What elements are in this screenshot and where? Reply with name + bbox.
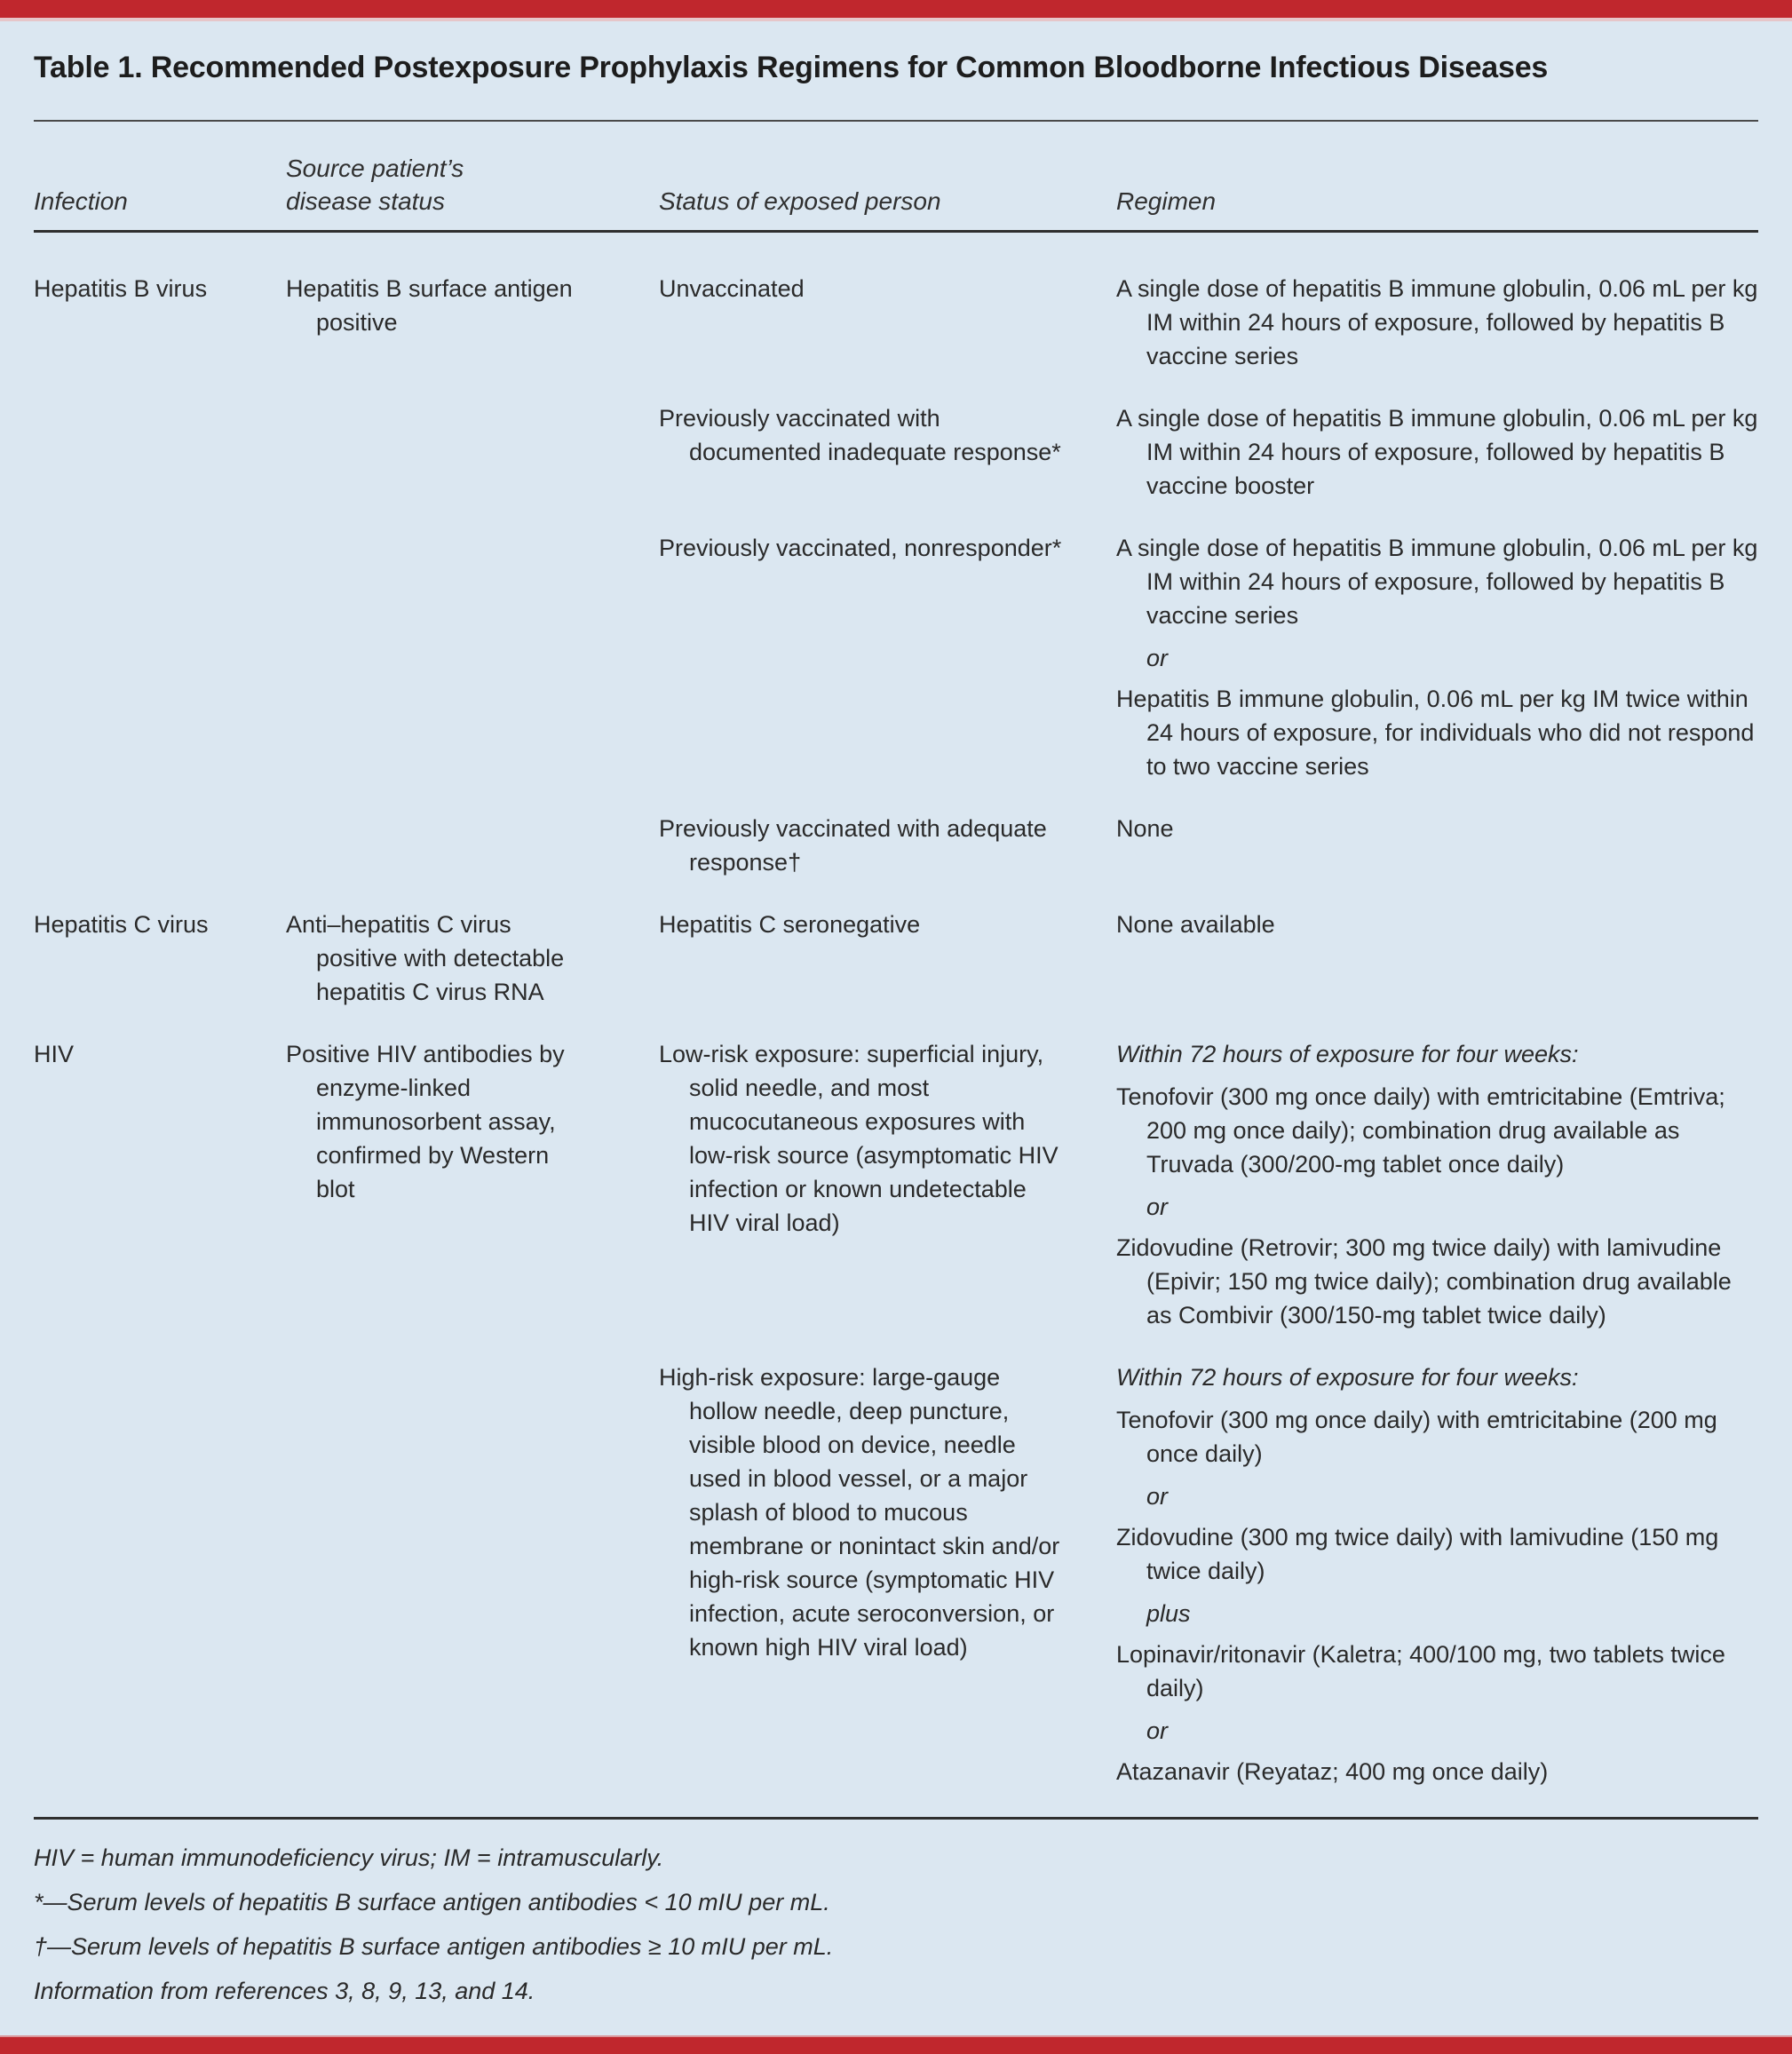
- regimen-cell: [1116, 812, 1758, 879]
- header-divider-rule: [34, 230, 1758, 233]
- column-header-infection: Infection: [34, 187, 128, 215]
- infection-cell: [34, 1037, 286, 1332]
- infection-cell: [34, 401, 286, 503]
- regimen-text: A single dose of hepatitis B immune globulin, 0.06 mL per kg IM within 24 hours of exposure, followed by hepatitis B vaccine booster: [1116, 405, 1758, 499]
- regimen-text: Atazanavir (Reyataz; 400 mg once daily): [1116, 1758, 1549, 1785]
- table-row: [34, 812, 1758, 879]
- exposed-status-cell: [659, 908, 1116, 1009]
- exposed-status-text: Previously vaccinated, nonresponder*: [659, 535, 1062, 561]
- infection-text: Hepatitis B virus: [34, 275, 208, 302]
- exposed-status-text: Hepatitis C seronegative: [659, 911, 921, 938]
- exposed-status-text: High-risk exposure: large-gauge hollow needle, deep puncture, visible blood on device, needle used in blood vessel, or a major splash of blood to mucous membrane or nonintact skin and/or high-risk source (symptomatic HIV infection, acute seroconversion, or known high HIV viral load): [659, 1364, 1060, 1661]
- exposed-status-cell: [659, 1360, 1116, 1788]
- table-row: [34, 401, 1758, 503]
- footnote-divider-rule: [34, 1817, 1758, 1820]
- exposed-status-cell: [659, 401, 1116, 503]
- top-red-bar: [0, 0, 1792, 21]
- regimen-connector: or: [1146, 1717, 1169, 1744]
- table-row: [34, 1037, 1758, 1332]
- table-row: [34, 272, 1758, 373]
- source-status-cell: [286, 531, 659, 783]
- infection-cell: [34, 908, 286, 1009]
- table-title: Table 1. Recommended Postexposure Prophylaxis Regimens for Common Bloodborne Infectious Diseases: [34, 51, 1549, 84]
- regimen-cell: [1116, 531, 1758, 783]
- regimen-timing-note: Within 72 hours of exposure for four weeks:: [1116, 1041, 1579, 1067]
- regimen-text: None: [1116, 815, 1174, 842]
- infection-cell: [34, 531, 286, 783]
- regimen-connector: or: [1146, 1194, 1169, 1220]
- table-row: [34, 908, 1758, 1009]
- footnote: HIV = human immunodeficiency virus; IM = intramuscularly.: [34, 1844, 664, 1871]
- regimen-timing-note: Within 72 hours of exposure for four weeks:: [1116, 1364, 1579, 1391]
- bottom-red-bar: [0, 2035, 1792, 2054]
- infection-text: HIV: [34, 1041, 75, 1067]
- regimen-connector: or: [1146, 645, 1169, 671]
- regimen-cell: [1116, 908, 1758, 1009]
- title-divider-rule: [34, 120, 1758, 122]
- infection-text: Hepatitis C virus: [34, 911, 209, 938]
- regimen-text: Tenofovir (300 mg once daily) with emtricitabine (200 mg once daily): [1116, 1407, 1717, 1467]
- regimen-text: Zidovudine (Retrovir; 300 mg twice daily) with lamivudine (Epivir; 150 mg twice daily); combination drug available as Combivir (300/150-mg tablet twice daily): [1116, 1234, 1732, 1328]
- regimen-connector: plus: [1146, 1600, 1191, 1627]
- infection-cell: [34, 1360, 286, 1788]
- regimen-connector: or: [1146, 1483, 1169, 1510]
- column-header-regimen: Regimen: [1116, 187, 1217, 215]
- table-row: [34, 1360, 1758, 1788]
- table-row: [34, 531, 1758, 783]
- exposed-status-cell: [659, 531, 1116, 783]
- source-status-cell: [286, 908, 659, 1009]
- regimen-cell: [1116, 272, 1758, 373]
- regimen-text: None available: [1116, 911, 1275, 938]
- source-status-text: Positive HIV antibodies by enzyme-linked immunosorbent assay, confirmed by Western blot: [286, 1041, 565, 1202]
- column-header-exposed-status: Status of exposed person: [659, 187, 941, 215]
- regimen-cell: [1116, 1037, 1758, 1332]
- source-status-text: Hepatitis B surface antigen positive: [286, 275, 573, 336]
- source-status-text: Anti–hepatitis C virus positive with detectable hepatitis C virus RNA: [286, 911, 565, 1005]
- footnote: †—Serum levels of hepatitis B surface antigen antibodies ≥ 10 mIU per mL.: [34, 1933, 834, 1960]
- regimen-text: Zidovudine (300 mg twice daily) with lamivudine (150 mg twice daily): [1116, 1524, 1719, 1584]
- footnote: *—Serum levels of hepatitis B surface antigen antibodies < 10 mIU per mL.: [34, 1889, 830, 1915]
- exposed-status-text: Previously vaccinated with adequate response†: [659, 815, 1047, 876]
- exposed-status-cell: [659, 1037, 1116, 1332]
- regimen-text: Lopinavir/ritonavir (Kaletra; 400/100 mg, two tablets twice daily): [1116, 1641, 1725, 1701]
- footnote: Information from references 3, 8, 9, 13, and 14.: [34, 1978, 535, 2004]
- infection-cell: [34, 812, 286, 879]
- source-status-cell: [286, 401, 659, 503]
- table-header-row: [34, 152, 1758, 230]
- regimen-text: Tenofovir (300 mg once daily) with emtricitabine (Emtriva; 200 mg once daily); combination drug available as Truvada (300/200-mg tablet once daily): [1116, 1083, 1725, 1178]
- table-content: [0, 21, 1792, 2018]
- source-status-cell: [286, 1360, 659, 1788]
- exposed-status-cell: [659, 272, 1116, 373]
- source-status-cell: [286, 812, 659, 879]
- source-status-cell: [286, 1037, 659, 1332]
- regimen-text: Hepatitis B immune globulin, 0.06 mL per kg IM twice within 24 hours of exposure, for individuals who did not respond to two vaccine series: [1116, 686, 1755, 780]
- exposed-status-text: Unvaccinated: [659, 275, 805, 302]
- regimen-cell: [1116, 1360, 1758, 1788]
- footnotes-section: [34, 1817, 1758, 2008]
- regimen-text: A single dose of hepatitis B immune globulin, 0.06 mL per kg IM within 24 hours of exposure, followed by hepatitis B vaccine series: [1116, 535, 1758, 629]
- footnotes-list: [34, 1841, 1758, 2008]
- exposed-status-text: Previously vaccinated with documented inadequate response*: [659, 405, 1061, 465]
- exposed-status-cell: [659, 812, 1116, 879]
- column-header-source-status: Source patient’s disease status: [286, 155, 464, 215]
- infection-cell: [34, 272, 286, 373]
- table-body: [34, 272, 1758, 1788]
- source-status-cell: [286, 272, 659, 373]
- regimen-text: A single dose of hepatitis B immune globulin, 0.06 mL per kg IM within 24 hours of exposure, followed by hepatitis B vaccine series: [1116, 275, 1758, 369]
- regimen-cell: [1116, 401, 1758, 503]
- exposed-status-text: Low-risk exposure: superficial injury, solid needle, and most mucocutaneous exposures with low-risk source (asymptomatic HIV infection or known undetectable HIV viral load): [659, 1041, 1059, 1236]
